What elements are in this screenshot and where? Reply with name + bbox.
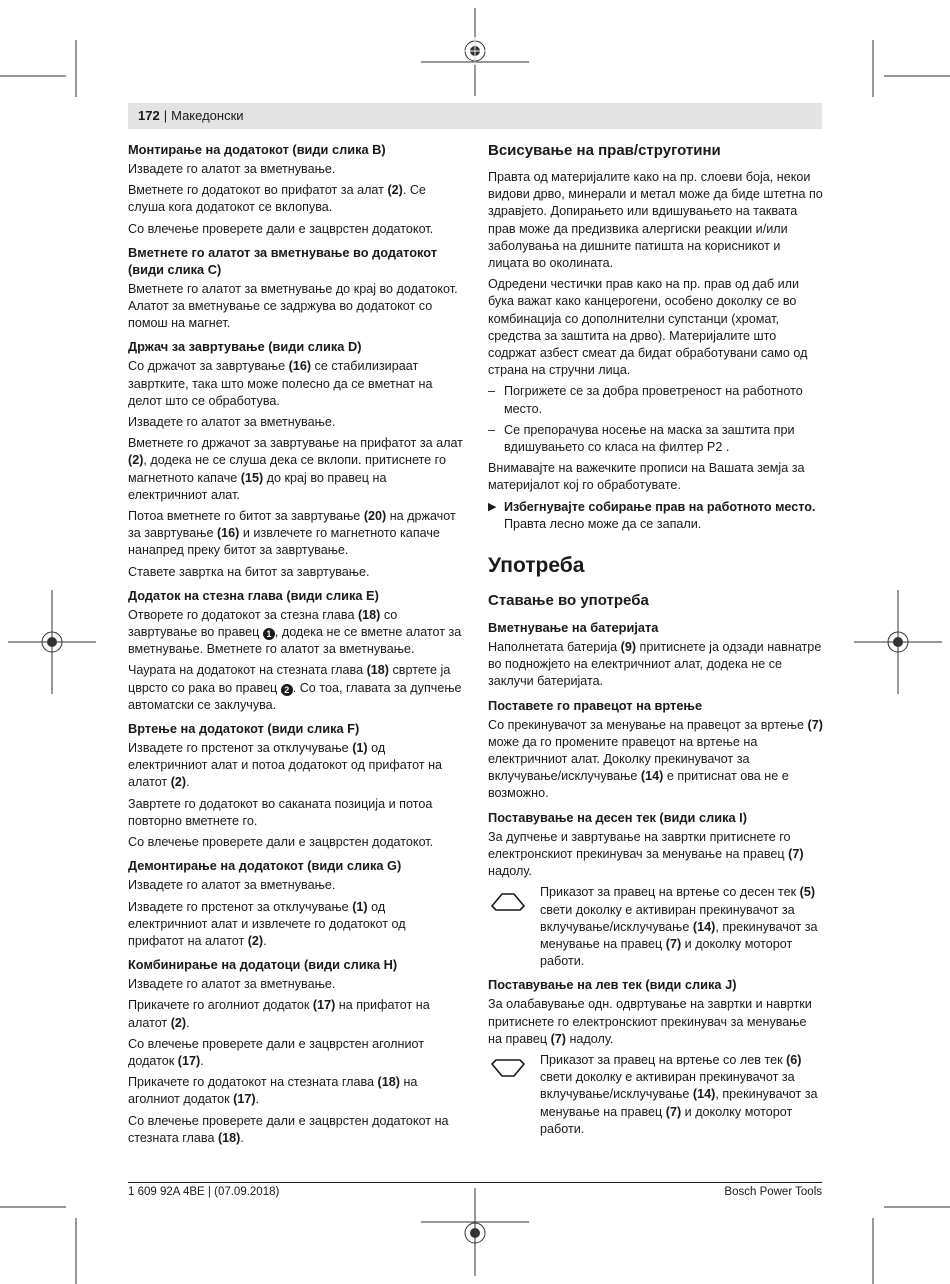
paragraph: Одредени честички прав како на пр. прав од даб или бука важат како канцерогени, особено доколку се во комбинација со дополнителни супстанци (хромат, средства за заштита на дрво). Материјалите што содржат азбест смеат да бидат обработувани само од страна на стручни лица. — [488, 277, 808, 378]
paragraph: Наполнетата батерија (9) притиснете ја одзади навнатре во подножјето на електричниот алат, додека не се заклучи батеријата. — [488, 640, 822, 689]
registration-mark-top-icon — [461, 37, 489, 65]
paragraph: Со прекинувачот за менување на правецот за вртење (7) може да го промените правецот на вртење на електричниот алат. Доколку прекинувачот за вклучување/исклучување (14) е притиснат ова не е возможно. — [488, 717, 823, 801]
footer-document-id: 1 609 92A 4BE | (07.09.2018) — [128, 1186, 280, 1198]
paragraph: За олабавување одн. одвртување на завртки и навртки притиснете го електронскиот прекинувач за менување на правец (7) надолу. — [488, 997, 812, 1046]
paragraph: Со влечење проверете дали е зацврстен додатокот на стезната глава (18). — [128, 1113, 449, 1145]
paragraph: Извадете го алатот за вметнување. — [128, 162, 336, 176]
paragraph: Извадете го прстенот за отклучување (1) од електричниот алат и потоа додатокот од прифатот на алатот (2). — [128, 741, 443, 790]
paragraph: Чаурата на додатокот на стезната глава (18) свртете ја цврсто со рака во правец 2 . Со тоа, главата за дупчење автоматски се заклучува. — [128, 663, 462, 712]
chapter-title: Употреба — [488, 554, 585, 578]
step-number-badge: 2 — [281, 684, 293, 696]
footer-brand: Bosch Power Tools — [724, 1186, 822, 1198]
header-separator: | — [163, 108, 168, 124]
indicator-note: Приказот за правец на вртење со десен тек (5) свети доколку е активиран прекинувачот за вклучување/исклучување (14), прекинувачот за менување на правец (7) и доколку моторот работи. — [488, 884, 823, 970]
section-heading: Всисување на прав/струготини — [488, 142, 721, 159]
section-title: Држач за завртување (види слика D) — [128, 339, 362, 355]
paragraph: Извадете го прстенот за отклучување (1) од електричниот алат и извлечете го додатокот од прифатот на алатот (2). — [128, 899, 406, 948]
paragraph: Извадете го алатот за вметнување. — [128, 415, 336, 430]
list-item: – Се препорачува носење на маска за заштита при вдишувањето со класа на филтер P2 . — [488, 422, 795, 455]
section-title: Монтирање на додатокот (види слика B) — [128, 142, 386, 157]
paragraph: Вметнете го држачот за завртување на прифатот за алат (2), додека не се слуша дека се вклопи. притиснете го магнетното капаче (15) до крај во правец на електричниот алат. — [128, 436, 463, 502]
section-title: Вртење на додатокот (види слика F) — [128, 721, 360, 737]
paragraph: Потоа вметнете го битот за завртување (20) на држачот за завртување (16) и извлечете го магнетното капаче нанапред преку битот за завртување. — [128, 509, 456, 558]
indicator-note: Приказот за правец на вртење со лев тек (6) свети доколку е активиран прекинувачот за вклучување/исклучување (14), прекинувачот за менување на правец (7) и доколку моторот работи. — [488, 1052, 823, 1138]
page-header — [128, 103, 822, 129]
list-item: – Погрижете се за добра проветреност на работното место. — [488, 384, 803, 416]
paragraph: Извадете го алатот за вметнување. — [128, 977, 336, 992]
paragraph: Ставете завртка на битот за завртување. — [128, 564, 370, 579]
step-number-badge: 1 — [263, 628, 275, 640]
paragraph: Со влечење проверете дали е зацврстен додатокот. — [128, 221, 434, 236]
right-column — [488, 141, 823, 1144]
arrow-up-indicator-icon — [488, 884, 540, 970]
section-heading: Ставање во употреба — [488, 592, 649, 610]
section-title: Додаток на стезна глава (види слика E) — [128, 587, 379, 603]
section-title: Поставете го правецот на вртење — [488, 697, 703, 713]
header-language: Македонски — [171, 108, 244, 124]
section-title: Комбинирање на додатоци (види слика H) — [128, 957, 398, 973]
paragraph: Вметнете го додатокот во прифатот за алат (2). Се слуша кога додатокот се вклопува. — [128, 183, 426, 215]
paragraph: Отворете го додатокот за стезна глава (18) со завртување во правец 1 , додека не се вметне алатот за вметнување. Вметнете го алатот за вметнување. — [128, 607, 462, 657]
paragraph: Со влечење проверете дали е зацврстен аголниот додаток (17). — [128, 1036, 425, 1068]
paragraph: Со влечење проверете дали е зацврстен додатокот. — [128, 835, 434, 850]
paragraph: Правта од материјалите како на пр. слоеви боја, некои видови дрво, минерали и метал може да биде штетна по здравјето. Допирањето или вдишувањето на таквата прав може да предизвика алергиски реакции и/или заболувања на дишните патишта на корисникот и лицата во околината. — [488, 170, 823, 271]
paragraph: Прикачете го додатокот на стезната глава (18) на аголниот додаток (17). — [128, 1075, 418, 1107]
section-title: Демонтирање на додатокот (види слика G) — [128, 858, 402, 874]
page-number: 172 — [138, 108, 160, 124]
section-title: Поставување на лев тек (види слика J) — [488, 977, 737, 993]
paragraph: Со држачот за завртување (16) се стабилизираат завртките, така што може полесно да се вметнат на делот што се обработува. — [128, 359, 433, 408]
arrow-down-indicator-icon — [488, 1052, 540, 1138]
triangle-right-icon: ▶ — [488, 500, 497, 513]
paragraph: За дупчење и завртување на завртки притиснете го електронскиот прекинувач за менување на правец (7) надолу. — [488, 829, 804, 879]
paragraph: Вметнете го алатот за вметнување до крај во додатокот. Алатот за вметнување се задржува во додатокот со помош на магнет. — [128, 281, 458, 331]
paragraph: Завртете го додатокот во саканата позиција и потоа повторно вметнете го. — [128, 796, 433, 828]
section-title: Вметнете го алатот за вметнување во додатокот (види слика C) — [128, 244, 438, 277]
paragraph: Внимавајте на важечките прописи на Вашата земја за материјалот кој го обработувате. — [488, 461, 805, 493]
paragraph: Прикачете го аголниот додаток (17) на прифатот на алатот (2). — [128, 998, 430, 1030]
section-title: Поставување на десен тек (види слика I) — [488, 809, 747, 825]
left-column — [128, 141, 464, 1151]
warning-item: ▶ Избегнувајте собирање прав на работното место. Правта лесно може да се запали. — [488, 499, 823, 533]
footer-divider — [128, 1182, 822, 1183]
paragraph: Извадете го алатот за вметнување. — [128, 878, 336, 893]
section-title: Вметнување на батеријата — [488, 620, 659, 636]
